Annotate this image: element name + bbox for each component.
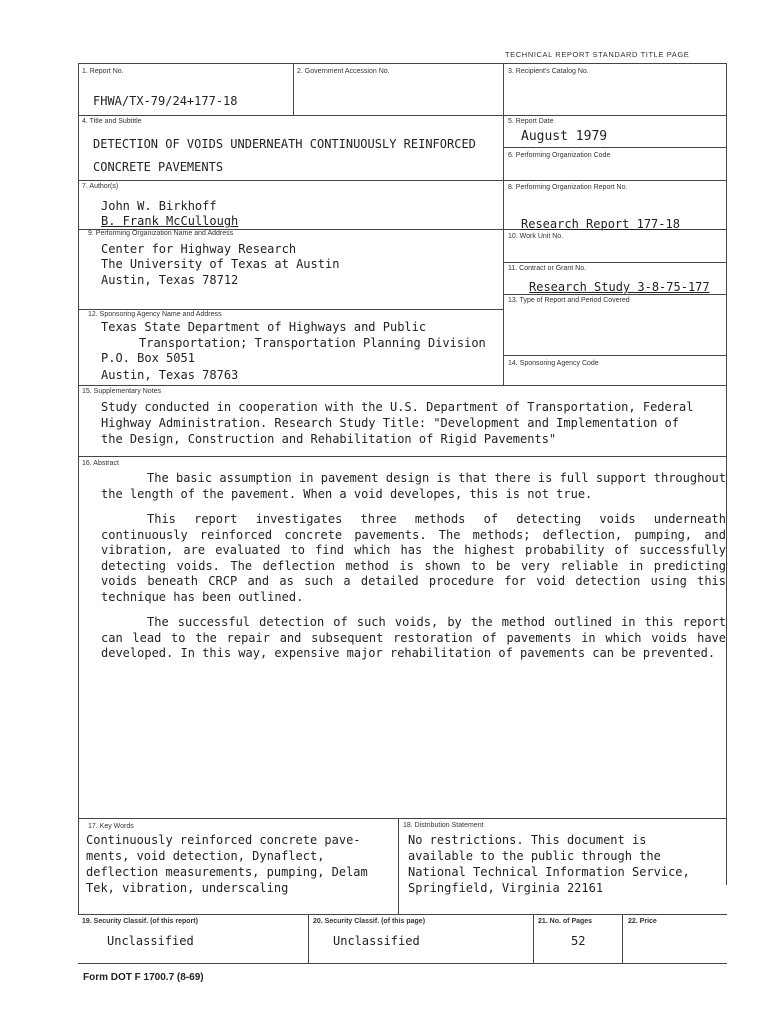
divider-20-21 bbox=[533, 914, 534, 964]
field-21-label: 21. No. of Pages bbox=[538, 918, 593, 925]
divider-19-20 bbox=[308, 914, 309, 964]
security-classif-report: Unclassified bbox=[107, 934, 194, 948]
field-15-label: 15. Supplementary Notes bbox=[82, 388, 161, 395]
field-13-label: 13. Type of Report and Period Covered bbox=[508, 297, 630, 304]
sponsoring-agency-line-3: P.O. Box 5051 bbox=[101, 351, 195, 365]
row-line-9-12 bbox=[78, 309, 504, 310]
field-8-label: 8. Performing Organization Report No. bbox=[508, 184, 628, 191]
field-18-label: 18. Distribution Statement bbox=[403, 822, 484, 829]
contract-number: Research Study 3-8-75-177 bbox=[529, 280, 710, 294]
form-bottom-border bbox=[78, 963, 727, 964]
field-11-label: 11. Contract or Grant No. bbox=[508, 265, 587, 272]
row-line-17-19 bbox=[78, 914, 727, 915]
form-identifier: Form DOT F 1700.7 (8-69) bbox=[83, 972, 204, 983]
supplementary-line-3: the Design, Construction and Rehabilitation of Rigid Pavements" bbox=[101, 432, 557, 446]
field-4-label: 4. Title and Subtitle bbox=[82, 118, 142, 125]
key-words-line-4: Tek, vibration, underscaling bbox=[86, 881, 289, 895]
performing-org-report-number: Research Report 177-18 bbox=[521, 217, 680, 231]
key-words-line-3: deflection measurements, pumping, Delam bbox=[86, 865, 368, 879]
row-line-15-16 bbox=[78, 456, 727, 457]
row-line-4 bbox=[78, 385, 727, 386]
supplementary-line-1: Study conducted in cooperation with the U.S. Department of Transportation, Federal bbox=[101, 400, 694, 414]
report-date: August 1979 bbox=[521, 129, 608, 144]
field-20-label: 20. Security Classif. (of this page) bbox=[313, 918, 426, 925]
field-9-label: 9. Performing Organization Name and Address bbox=[88, 230, 234, 237]
title-line-2: CONCRETE PAVEMENTS bbox=[93, 160, 224, 174]
field-2-label: 2. Government Accession No. bbox=[297, 68, 390, 75]
sponsoring-agency-line-4: Austin, Texas 78763 bbox=[101, 368, 239, 382]
divider-right-column bbox=[503, 63, 504, 385]
performing-org-line-3: Austin, Texas 78712 bbox=[101, 273, 239, 287]
field-10-label: 10. Work Unit No. bbox=[508, 233, 564, 240]
author-2: B. Frank McCullough bbox=[101, 214, 239, 228]
field-6-label: 6. Performing Organization Code bbox=[508, 152, 611, 159]
field-19-label: 19. Security Classif. (of this report) bbox=[82, 918, 198, 925]
title-line-1: DETECTION OF VOIDS UNDERNEATH CONTINUOUSLY REINFORCED bbox=[93, 137, 476, 151]
security-classif-page: Unclassified bbox=[333, 934, 420, 948]
author-1: John W. Birkhoff bbox=[101, 199, 217, 213]
divider-1-2 bbox=[293, 63, 294, 115]
field-16-label: 16. Abstract bbox=[82, 460, 119, 467]
field-22-label: 22. Price bbox=[628, 918, 657, 925]
form-top-border bbox=[78, 63, 727, 64]
performing-org-line-2: The University of Texas at Austin bbox=[101, 257, 340, 271]
field-1-label: 1. Report No. bbox=[82, 68, 124, 75]
report-number: FHWA/TX-79/24+177-18 bbox=[93, 94, 238, 108]
distribution-line-4: Springfield, Virginia 22161 bbox=[408, 881, 604, 895]
divider-21-22 bbox=[622, 914, 623, 964]
performing-org-line-1: Center for Highway Research bbox=[101, 242, 297, 256]
number-of-pages: 52 bbox=[571, 934, 586, 948]
form-header: TECHNICAL REPORT STANDARD TITLE PAGE bbox=[505, 50, 690, 59]
abstract-paragraph-1: The basic assumption in pavement design is that there is full support throughout the length of the pavement. When a void developes, this is not true. bbox=[101, 471, 726, 501]
row-line-2 bbox=[78, 180, 727, 181]
divider-17-18 bbox=[398, 818, 399, 915]
abstract-paragraph-3: The successful detection of such voids, by the method outlined in this report can lead to the repair and subsequent restoration of pavements in which voids have developed. In this way, expensive major rehabilitation of pavements can be prevented. bbox=[101, 615, 726, 660]
form-left-border bbox=[78, 63, 79, 915]
key-words-line-2: ments, void detection, Dynaflect, bbox=[86, 849, 325, 863]
sponsoring-agency-line-2: Transportation; Transportation Planning Division bbox=[139, 336, 486, 350]
distribution-line-3: National Technical Information Service, bbox=[408, 865, 690, 879]
distribution-line-2: available to the public through the bbox=[408, 849, 661, 863]
row-line-1 bbox=[78, 115, 727, 116]
row-line-5-6 bbox=[503, 147, 727, 148]
field-7-label: 7. Author(s) bbox=[82, 183, 119, 190]
abstract-paragraph-2: This report investigates three methods of detecting voids underneath continuously reinforced concrete pavements. The methods; deflection, pumping, and vibration, are evaluated to find which has the highest probability of successfully detecting voids. The deflection method is shown to be very reliable in predicting voids beneath CRCP and as such a detailed procedure for void detection using this technique has been outlined. bbox=[101, 512, 726, 604]
field-17-label: 17. Key Words bbox=[88, 823, 134, 830]
field-14-label: 14. Sponsoring Agency Code bbox=[508, 360, 599, 367]
supplementary-line-2: Highway Administration. Research Study Title: "Development and Implementation of bbox=[101, 416, 679, 430]
field-12-label: 12. Sponsoring Agency Name and Address bbox=[88, 311, 222, 318]
sponsoring-agency-line-1: Texas State Department of Highways and Public bbox=[101, 320, 427, 334]
row-line-16-17 bbox=[78, 818, 727, 819]
form-right-border bbox=[726, 63, 727, 885]
row-line-10-11 bbox=[503, 262, 727, 263]
distribution-line-1: No restrictions. This document is bbox=[408, 833, 647, 847]
row-line-13-14 bbox=[503, 355, 727, 356]
key-words-line-1: Continuously reinforced concrete pave- bbox=[86, 833, 361, 847]
field-3-label: 3. Recipient's Catalog No. bbox=[508, 68, 589, 75]
field-5-label: 5. Report Date bbox=[508, 118, 554, 125]
